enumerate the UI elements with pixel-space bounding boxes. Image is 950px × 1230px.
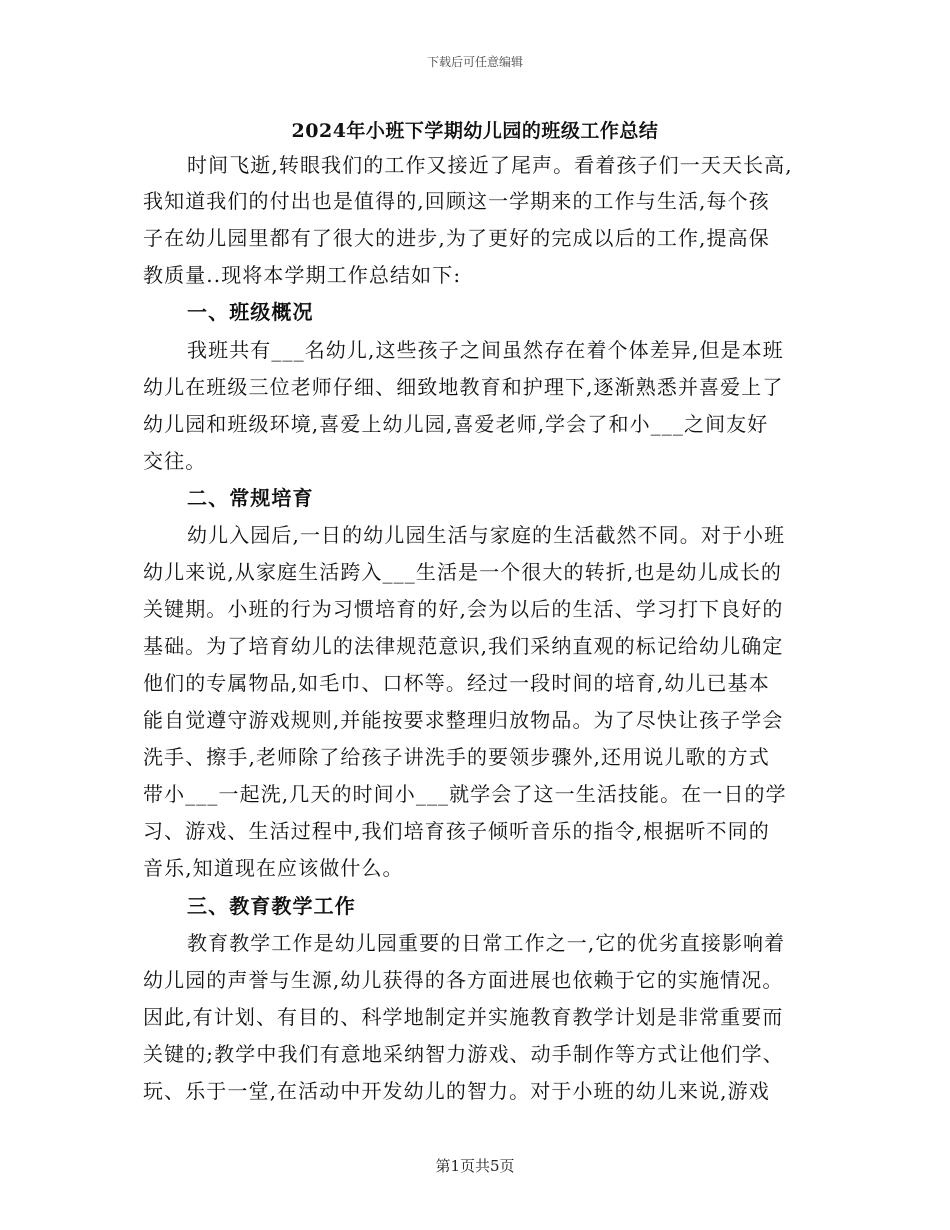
section2-line: 幼儿来说,从家庭生活跨入___生活是一个很大的转折,也是幼儿成长的 xyxy=(143,560,783,584)
section2-line: 音乐,知道现在应该做什么。 xyxy=(143,856,404,880)
section2-line: 洗手、擦手,老师除了给孩子讲洗手的要领步骤外,还用说儿歌的方式 xyxy=(143,745,770,769)
section-heading-teaching-work: 三、教育教学工作 xyxy=(187,894,356,918)
section3-line: 教育教学工作是幼儿园重要的日常工作之一,它的优劣直接影响着 xyxy=(187,931,786,955)
section2-line: 幼儿入园后,一日的幼儿园生活与家庭的生活截然不同。对于小班 xyxy=(187,523,786,547)
intro-line: 我知道我们的付出也是值得的,回顾这一学期来的工作与生活,每个孩 xyxy=(143,189,770,213)
section3-line: 关键的;教学中我们有意地采纳智力游戏、动手制作等方式让他们学、 xyxy=(143,1042,784,1066)
section2-line: 关键期。小班的行为习惯培育的好,会为以后的生活、学习打下良好的 xyxy=(143,597,784,621)
section1-line: 交往。 xyxy=(143,449,207,473)
section3-line: 幼儿园的声誉与生源,幼儿获得的各方面进展也依赖于它的实施情况。 xyxy=(143,968,784,992)
page-number: 第1页共5页 xyxy=(435,1157,515,1175)
intro-line: 子在幼儿园里都有了很大的进步,为了更好的完成以后的工作,提高保 xyxy=(143,226,770,250)
section3-line: 因此,有计划、有目的、科学地制定并实施教育教学计划是非常重要而 xyxy=(143,1005,784,1029)
section1-line: 幼儿园和班级环境,喜爱上幼儿园,喜爱老师,学会了和小___之间友好 xyxy=(143,412,769,436)
section-heading-class-overview: 一、班级概况 xyxy=(187,300,314,324)
document-title: 2024年小班下学期幼儿园的班级工作总结 xyxy=(291,120,659,142)
section2-line: 习、游戏、生活过程中,我们培育孩子倾听音乐的指令,根据听不同的 xyxy=(143,819,770,843)
section2-line: 能自觉遵守游戏规则,并能按要求整理归放物品。为了尽快让孩子学会 xyxy=(143,708,784,732)
section-heading-routine-training: 二、常规培育 xyxy=(187,486,314,510)
section1-line: 我班共有___名幼儿,这些孩子之间虽然存在着个体差异,但是本班 xyxy=(187,338,784,362)
section2-line: 他们的专属物品,如毛巾、口杯等。经过一段时间的培育,幼儿已基本 xyxy=(143,671,770,695)
section2-line: 带小___一起洗,几天的时间小___就学会了这一生活技能。在一日的学 xyxy=(143,782,787,806)
intro-line: 教质量..现将本学期工作总结如下: xyxy=(143,263,462,287)
section1-line: 幼儿在班级三位老师仔细、细致地教育和护理下,逐渐熟悉并喜爱上了 xyxy=(143,375,784,399)
intro-line: 时间飞逝,转眼我们的工作又接近了尾声。看着孩子们一天天长高, xyxy=(187,153,793,177)
download-edit-note: 下载后可任意编辑 xyxy=(426,55,523,69)
section2-line: 基础。为了培育幼儿的法律规范意识,我们采纳直观的标记给幼儿确定 xyxy=(143,634,784,658)
section3-line: 玩、乐于一堂,在活动中开发幼儿的智力。对于小班的幼儿来说,游戏 xyxy=(143,1079,770,1103)
